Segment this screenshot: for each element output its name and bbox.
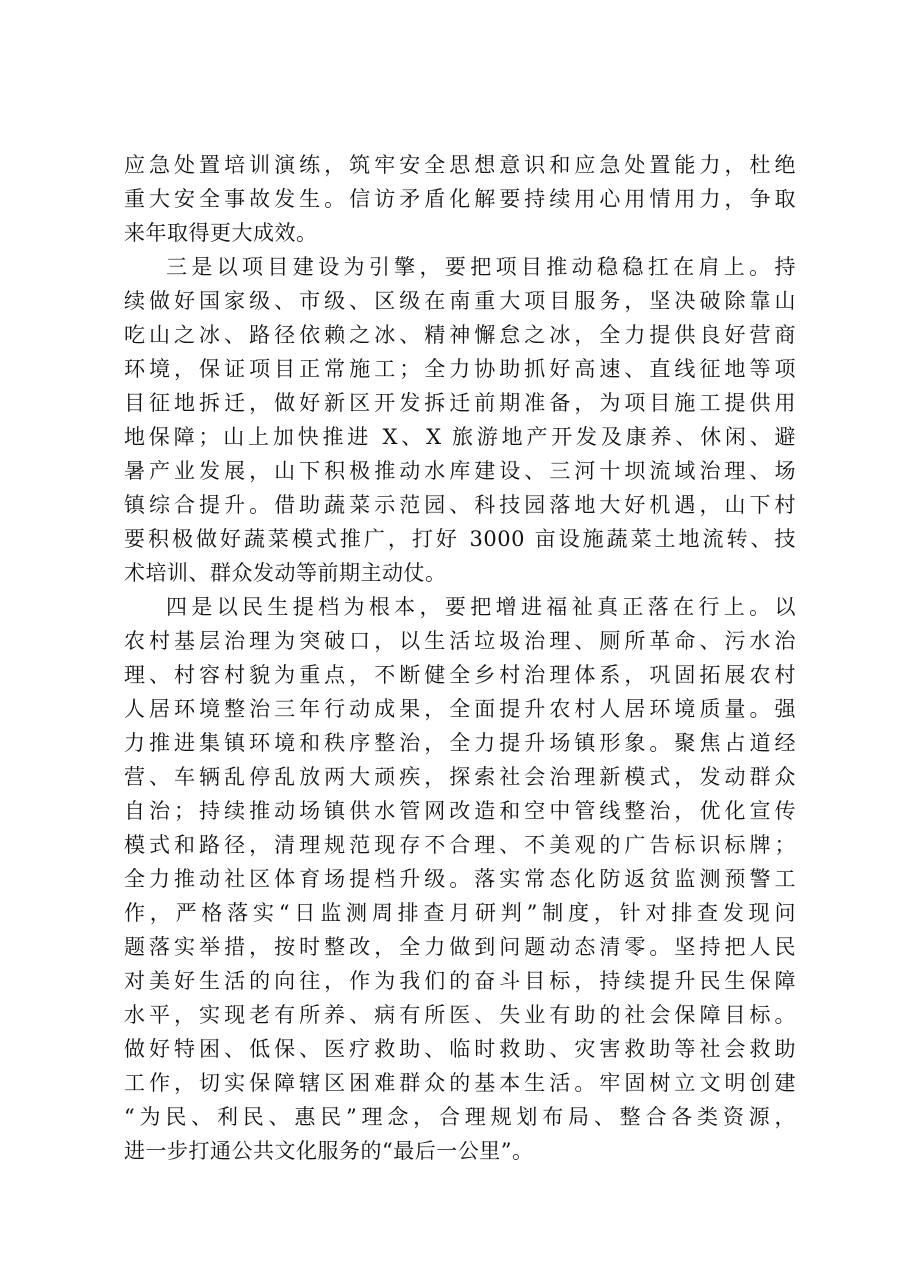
text-line: 全力推动社区体育场提档升级。落实常态化防返贫监测预警工 [124,867,796,891]
text-line: 吃山之冰、路径依赖之冰、精神懈怠之冰，全力提供良好营商 [124,323,796,347]
document-body [124,148,796,1168]
text-line: 三是以项目建设为引擎，要把项目推动稳稳扛在肩上。持 [166,255,796,279]
text-line: 要积极做好蔬菜模式推广，打好 3000 亩设施蔬菜土地流转、技 [124,527,796,551]
text-line: 目征地拆迁，做好新区开发拆迁前期准备，为项目施工提供用 [124,391,796,415]
text-line: 水平，实现老有所养、病有所医、失业有助的社会保障目标。 [124,1003,796,1027]
text-line: 自治；持续推动场镇供水管网改造和空中管线整治，优化宣传 [124,799,796,823]
text-line: 工作，切实保障辖区困难群众的基本生活。牢固树立文明创建 [124,1071,796,1095]
text-line: “为民、利民、惠民”理念，合理规划布局、整合各类资源， [124,1105,796,1129]
text-line: 环境，保证项目正常施工；全力协助抓好高速、直线征地等项 [124,357,796,381]
text-line: 镇综合提升。借助蔬菜示范园、科技园落地大好机遇，山下村 [124,493,796,517]
text-line: 作，严格落实“日监测周排查月研判”制度，针对排查发现问 [124,901,796,925]
text-line: 术培训、群众发动等前期主动仗。 [124,561,447,585]
text-line: 力推进集镇环境和秩序整治，全力提升场镇形象。聚焦占道经 [124,731,796,755]
text-line: 应急处置培训演练，筑牢安全思想意识和应急处置能力，杜绝 [124,153,796,177]
text-line: 来年取得更大成效。 [124,221,318,245]
paragraph-emergency-continued [124,148,796,250]
text-line: 对美好生活的向往，作为我们的奋斗目标，持续提升民生保障 [124,969,796,993]
text-line: 四是以民生提档为根本，要把增进福祉真正落在行上。以 [166,595,796,619]
text-line: 做好特困、低保、医疗救助、临时救助、灾害救助等社会救助 [124,1037,796,1061]
text-line: 续做好国家级、市级、区级在南重大项目服务，坚决破除靠山 [124,289,796,313]
text-line: 人居环境整治三年行动成果，全面提升农村人居环境质量。强 [124,697,796,721]
text-line: 营、车辆乱停乱放两大顽疾，探索社会治理新模式，发动群众 [124,765,796,789]
text-line: 农村基层治理为突破口，以生活垃圾治理、厕所革命、污水治 [124,629,796,653]
text-line: 进一步打通公共文化服务的“最后一公里”。 [124,1139,534,1163]
paragraph-livelihood [124,590,796,1168]
text-line: 暑产业发展，山下积极推动水库建设、三河十坝流域治理、场 [124,459,796,483]
text-line: 题落实举措，按时整改，全力做到问题动态清零。坚持把人民 [124,935,796,959]
text-line: 理、村容村貌为重点，不断健全乡村治理体系，巩固拓展农村 [124,663,796,687]
text-line: 地保障；山上加快推进 X、X 旅游地产开发及康养、休闲、避 [124,425,796,449]
text-line: 模式和路径，清理规范现存不合理、不美观的广告标识标牌； [124,833,796,857]
paragraph-project-construction [124,250,796,590]
text-line: 重大安全事故发生。信访矛盾化解要持续用心用情用力，争取 [124,187,796,211]
